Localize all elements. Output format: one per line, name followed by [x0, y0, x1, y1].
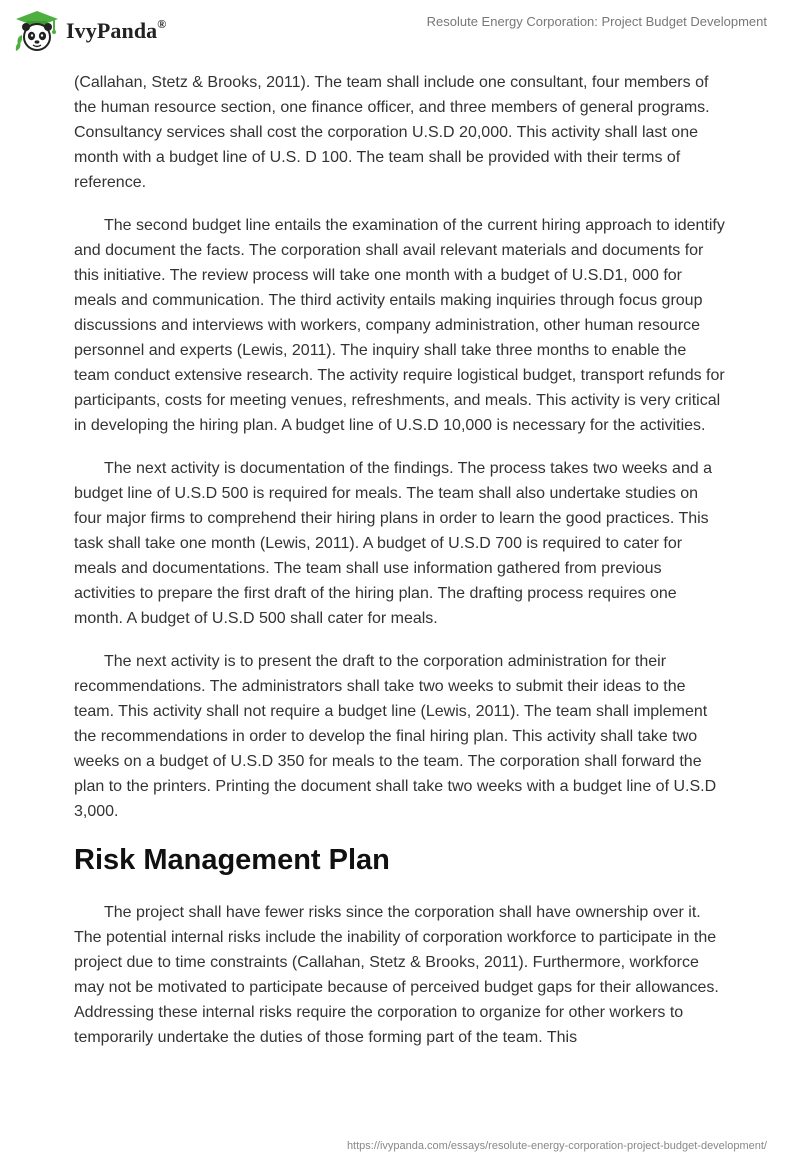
source-url[interactable]: https://ivypanda.com/essays/resolute-energy-corporation-project-budget-development/ — [346, 1140, 767, 1152]
registered-mark: ® — [157, 16, 167, 31]
panda-graduate-icon — [14, 9, 60, 53]
document-title: Resolute Energy Corporation: Project Budget Development — [426, 14, 767, 29]
paragraph-4: The next activity is to present the draft to the corporation administration for their recommendations. The administrators shall take two weeks to submit their ideas to the team. This activity shall not require a budget line (Lewis, 2011). The team shall implement the recommendations in order to develop the final hiring plan. This activity shall take two weeks on a budget of U.S.D 350 for meals to the team. The corporation shall forward the plan to the printers. Printing the document shall take two weeks with a budget line of U.S.D 3,000. — [74, 653, 717, 820]
paragraph-1: (Callahan, Stetz & Brooks, 2011). The team shall include one consultant, four members of the human resource section, one finance officer, and three members of general programs. Consultancy services shall cost the corporation U.S.D 20,000. This activity shall last one month with a budget line of U.S. D 100. The team shall be provided with their terms of reference. — [74, 74, 710, 191]
brand-name: IvyPanda® — [66, 16, 167, 43]
section-heading-risk-management: Risk Management Plan — [74, 844, 390, 876]
paragraph-2: The second budget line entails the examination of the current hiring approach to identify and document the facts. The corporation shall avail relevant materials and documents for this initiative. The review process will take one month with a budget of U.S.D1, 000 for meals and communication. The third activity entails making inquiries through focus group discussions and interviews with workers, company administration, other human resource personnel and experts (Lewis, 2011). The inquiry shall take three months to enable the team conduct extensive research. The activity require logistical budget, transport refunds for participants, costs for meeting venues, refreshments, and meals. This activity is very critical in developing the hiring plan. A budget line of U.S.D 10,000 is necessary for the activities. — [74, 217, 725, 434]
ivypanda-logo[interactable] — [14, 9, 166, 53]
paragraph-3: The next activity is documentation of the findings. The process takes two weeks and a budget line of U.S.D 500 is required for meals. The team shall also undertake studies on four major firms to comprehend their hiring plans in order to learn the good practices. This task shall take one month (Lewis, 2011). A budget of U.S.D 700 is required to cater for meals and documentations. The team shall use information gathered from previous activities to prepare the first draft of the hiring plan. The drafting process requires one month. A budget of U.S.D 500 shall cater for meals. — [74, 460, 713, 627]
paragraph-5: The project shall have fewer risks since the corporation shall have ownership over it. The potential internal risks include the inability of corporation workforce to participate in the project due to time constraints (Callahan, Stetz & Brooks, 2011). Furthermore, workforce may not be motivated to participate because of perceived budget gaps for their allowances. Addressing these internal risks require the corporation to organize for other workers to temporarily undertake the duties of those forming part of the team. This — [74, 904, 719, 1046]
page-header — [0, 0, 800, 62]
essay-body — [74, 70, 726, 1068]
